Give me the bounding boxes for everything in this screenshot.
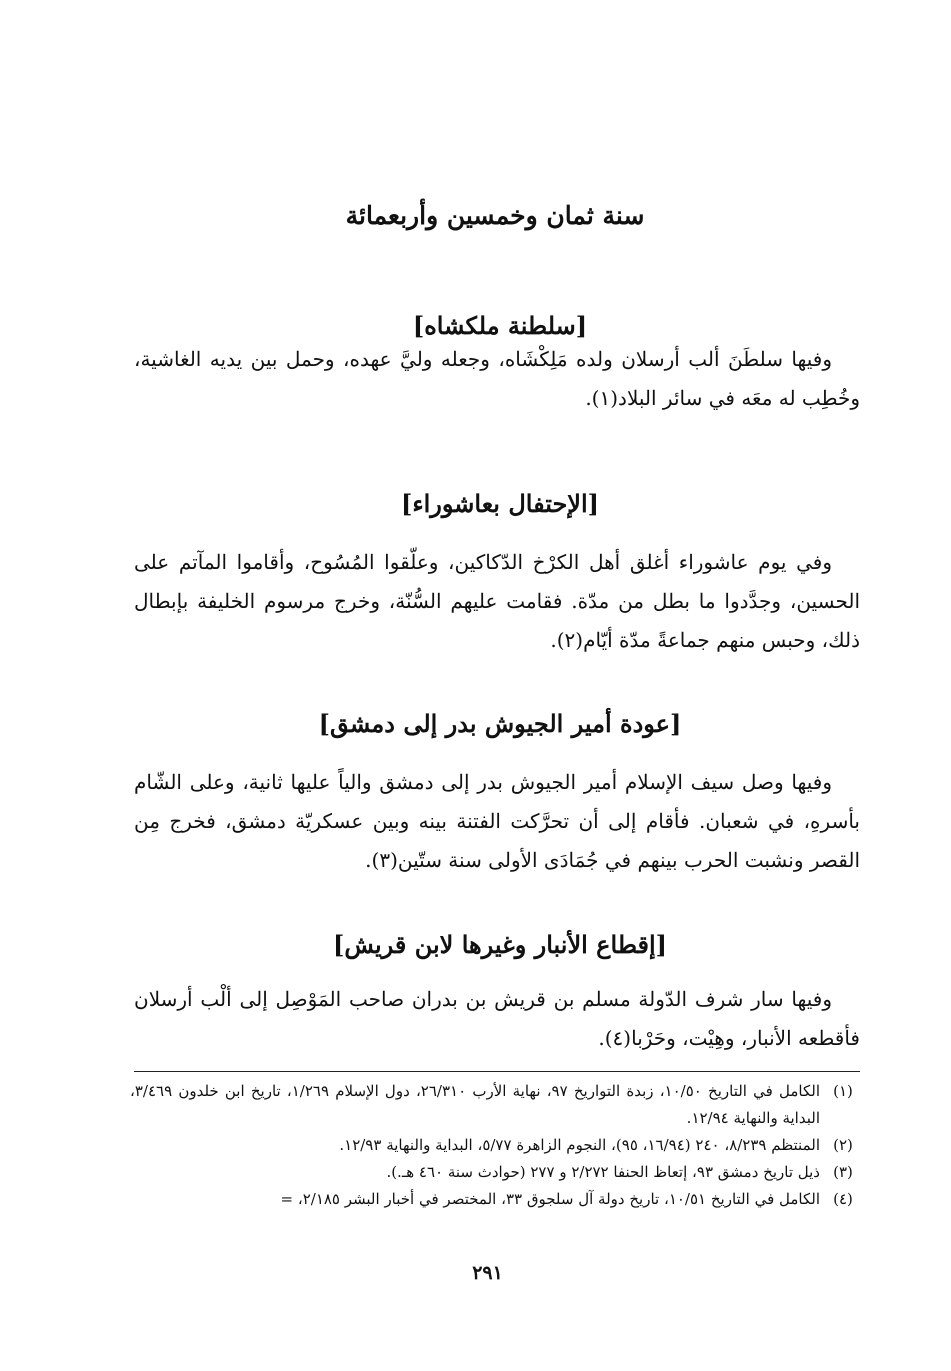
page-number: ٢٩١	[472, 1262, 503, 1284]
footnote-item	[130, 1159, 866, 1186]
paragraph-text: وفي يوم عاشوراء أغلق أهل الكرْخ الدّكاكين، وعلّقوا المُسُوح، وأقاموا المآتم على الحسين، وجدَّدوا ما بطل من مدّة. فقامت عليهم السُّنّة، وخرج مرسوم الخليفة بإبطال ذلك، وحبس منهم جماعةً مدّة أيّام(٢).	[134, 550, 860, 652]
footnote-item	[130, 1078, 866, 1132]
paragraph-malikshah	[134, 340, 860, 418]
footnote-item	[130, 1186, 866, 1213]
section-heading-malikshah: [سلطنة ملكشاه]	[412, 311, 588, 340]
footnote-text: الكامل في التاريخ ١٠/٥٠، زبدة التواريخ ٩٧، نهاية الأرب ٢٦/٣١٠، دول الإسلام ١/٢٦٩، تاريخ ابن خلدون ٣/٤٦٩، البداية والنهاية ١٢/٩٤.	[130, 1082, 821, 1127]
footnote-number: (٤)	[833, 1190, 853, 1208]
footnote-number: (٢)	[833, 1136, 853, 1154]
paragraph-text: وفيها وصل سيف الإسلام أمير الجيوش بدر إلى دمشق والياً عليها ثانية، وعلى الشّام بأسرهِ، في شعبان. فأقام إلى أن تحرَّكت الفتنة بينه وبين عسكريّة دمشق، فخرج مِن القصر ونشبت الحرب بينهم في جُمَادَى الأولى سنة ستّين(٣).	[134, 770, 860, 872]
page-title: سنة ثمان وخمسين وأربعمائة	[345, 201, 645, 230]
footnote-text: الكامل في التاريخ ١٠/٥١، تاريخ دولة آل سلجوق ٣٣، المختصر في أخبار البشر ٢/١٨٥، =	[280, 1190, 820, 1208]
section-heading-anbar: [إقطاع الأنبار وغيرها لابن قريش]	[333, 930, 667, 959]
footnotes	[130, 1078, 866, 1213]
paragraph-text: وفيها سار شرف الدّولة مسلم بن قريش بن بدران صاحب المَوْصِل إلى ألْب أرسلان فأقطعه الأنبار، وهِيْت، وحَرْبا(٤).	[134, 987, 860, 1050]
paragraph-anbar	[134, 980, 860, 1058]
section-heading-badr-return: [عودة أمير الجيوش بدر إلى دمشق]	[318, 709, 682, 738]
footnote-item	[130, 1132, 866, 1159]
footnote-text: المنتظم ٨/٢٣٩، ٢٤٠ (١٦/٩٤، ٩٥)، النجوم الزاهرة ٥/٧٧، البداية والنهاية ١٢/٩٣.	[339, 1136, 820, 1154]
section-heading-ashura: [الإحتفال بعاشوراء]	[400, 489, 599, 518]
paragraph-badr-return	[134, 763, 860, 880]
footnote-separator	[134, 1071, 860, 1072]
paragraph-ashura	[134, 543, 860, 660]
footnote-text: ذيل تاريخ دمشق ٩٣، إتعاظ الحنفا ٢/٢٧٢ و ٢٧٧ (حوادث سنة ٤٦٠ هـ.).	[386, 1163, 820, 1181]
paragraph-text: وفيها سلطَنَ ألب أرسلان ولده مَلِكْشَاه، وجعله وليَّ عهده، وحمل بين يديه الغاشية، وخُطِب له معَه في سائر البلاد(١).	[134, 347, 860, 410]
footnote-number: (١)	[833, 1082, 853, 1100]
footnote-number: (٣)	[833, 1163, 853, 1181]
